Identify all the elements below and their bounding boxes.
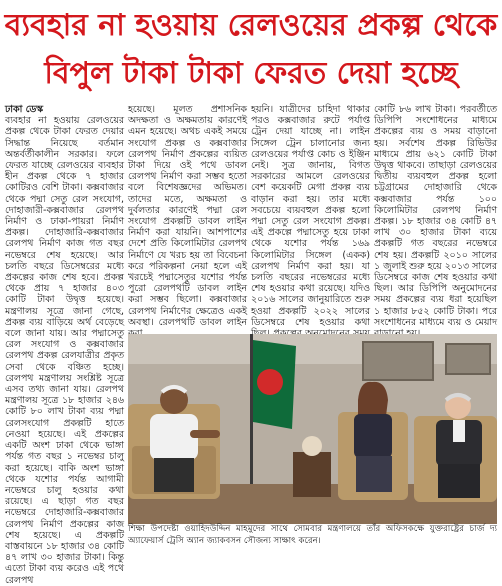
article-column-2: হয়েছে। মূলত প্রশাসনিক অদক্ষতা ও অক্ষমতায় কারণেই এমন হয়েছে। অথচ একই সময়ে সংযোগ প্রকল্প ও কক্সবাজার রেলপথ নির্মাণ প্রকল্পের ব্যয়িত টাকা দিয়ে ওই পথে ডাবল রেলপথ নির্মাণ করা সম্ভব হতো বলে বিশেষজ্ঞদের অভিমত। তাদের মতে, অক্ষমতা ও দুর্বলতার কারণেই পদ্মা রেল সংযোগ প্রকল্পটি ডাবল লাইন নির্মাণ করা যায়নি। আশপাশের দেশে প্রতি কিলোমিটার রেলপথ নির্মাণে যে খরচ হয় তা বিবেচনা করে পরিকল্পনা নেয়া হলে এই খরচেই পদ্মাসেতুর যশোর পর্যন্ত পুরো রেলপথটি ডাবল লাইন করা সম্ভব ছিলো। কক্সবাজার রেলপথ নির্মাণের ক্ষেত্রেও একই অবস্থা। রেলপথটি ডাবল লাইন <box>128 104 247 328</box>
dateline: ঢাকা ডেস্ক <box>5 104 44 115</box>
article-column-1 <box>5 104 124 586</box>
article-column-3: হয়নি। যাত্রীদের চাহিদা থাকার পরও কক্সবাজার রুটে পর্যাপ্ত ট্রেন দেয়া যাচ্ছে না। লাইন সিঙ্গেল ট্রেন চালানোর জন্য রেলওয়ের পর্যাপ্ত কোচ ও ইঞ্জিন নেই। সুত্র জানায়, বিগত সরকারের আমলে রেলওয়ের বেশ কয়েকটি মেগা প্রকল্প ব্যয় বাড়ান করা হয়। তার মধ্যে সবচেয়ে ব্যয়বহুল প্রকল্প হলো পদ্মা সেতু রেল সংযোগ প্রকল্প। এই প্রকল্পে পদ্মাসেতু হয়ে ঢাকা থেকে যশোর পর্যন্ত ১৬৯ কিলোমিটার সিঙ্গেল (একক) রেলপথ নির্মাণ করা হয়। যা চলতি বছরের নভেম্বরের মধ্যে শেষ হওয়ার কথা রয়েছে। যদিও ২০১৬ সালের জানুয়ারিতে শুরু হওয়া প্রকল্পটি ২০২২ সালের ডিসেম্বরে শেষ হওয়ার কথা <box>251 104 370 328</box>
headline-line-2: বিপুল টাকা টাকা ফেরত দেয়া হচ্ছে <box>44 56 458 91</box>
meeting-photo-illustration <box>128 334 497 524</box>
article-column-1-text: ব্যবহার না হওয়ায় রেলওয়ের প্রকল্প থেকে টাকা ফেরত দেয়ার সিদ্ধান্ত নিয়েছে বর্তমান অন্তর্বর্তীকালীন সরকার। ফলে ফেরত যাচ্ছে রেলওয়ের ব্যবহার হীন প্রকল্প থেকে ৭ হাজার কোটিরও বেশি টাকা। কক্সবাজার থেকে পদ্মা সেতু রেল সংযোগ, দোহাজারী-কক্সবাজার রেলপথ নির্মাণ ও ঢাকা-পায়রা নির্মাণ প্রকল্প। দোহাজারি-কক্সবাজার রেলপথ নির্মাণ কাজ গত বছর নভেম্বরে শেষ হয়েছে। আর চলতি বছরে ডিসেম্বরের মধ্যে প্রকল্পের কাজ শেষ হবে। প্রকল্প থেকে প্রায় ৭ হাজার ৪০৩ কোটি টাকা উদ্বৃত্ত হয়েছে। মন্ত্রণালয় সূত্রে জানা গেছে, প্রকল্প ব্যয় বাড়িয়ে অর্থ বেড়েছে বলে জানা যায়। আর পদ্মাসেতু রেল সংযোগ ও কক্সবাজার রেলপথ প্রকল্প রেলযাত্রীর প্রকৃত সেবা থেকে বঞ্চিত হচ্ছে। রেলপথ মন্ত্রণালয় সংশ্লিষ্ট সূত্রে এসব তথ্য জানা যায়। রেলপথ মন্ত্রণালয় সূত্রে ১৮ হাজার ২৪৬ কোটি ৮০ লাখ টাকা ব্যয় পদ্মা রেলসংযোগ প্রকল্পটি হাতে নেওয়া হয়েছে। এই প্রকল্পের একটি অংশ ঢাকা থেকে ভাঙ্গা পর্যন্ত গত বছর ১ নভেম্বর চালু করা হয়েছে। বাকি অংশ ভাঙ্গা থেকে যশোর পর্যন্ত আগামী নভেম্বরে চালু হওয়ার কথা রয়েছে। এ ছাড়া গত বছর নভেম্বরে দোহাজারি-কক্সবাজার রেলপথ নির্মাণ প্রকল্পের কাজ শেষ হয়েছে। এ প্রকল্পটি বাস্তবায়নে ১৮ হাজার ৩৪ কোটি ৪৭ লাখ ৩০ হাজার টাকা। কিন্তু এতো টাকা ব্যয় করেও এই পথে রেলপথ <box>5 115 124 586</box>
photo-caption: শিক্ষা উপদেষ্টা ওয়াহিদউদ্দিন মাহমুদের সাথে সোমবার মন্ত্রণালয়ে তাঁর অফিসকক্ষে যুক্তরাষ্ট্রের চার্জ দ্য অ্যাফেয়ার্স ট্রেসি অ্যান জ্যাকবসন সৌজন্য সাক্ষাৎ করেন। <box>128 524 497 546</box>
news-photo <box>128 334 497 524</box>
article-column-4: কোটি ৮৬ লাখ টাকা। পরবর্তীতে ডিপিপি সংশোধনের মাধ্যমে প্রকল্পের ব্যয় ও সময় বাড়ানো হয়। সর্বশেষ প্রকল্প রিভিউর মাধ্যমে প্রায় ৬২১ কোটি টাকা উদ্বৃত্ত থাকবে। তাছাড়া রেলওয়ের দ্বিতীয় ব্যয়বহুল প্রকল্প হলো চট্টগ্রামের দোহাজারি থেকে কক্সবাজার পর্যন্ত ১০০ কিলোমিটার রেলপথ নির্মাণ প্রকল্প। ১৮ হাজার ৩৪ কোটি ৪৭ লাখ ৩০ হাজার টাকা ব্যয়ে প্রকল্পটি গত বছরের নভেম্বরে শেষ হয়। প্রকল্পটি ২০১০ সালের ১ জুলাই শুরু হয়ে ২০১৩ সালের ডিসেম্বরে কাজ শেষ হওয়ার কথা ছিল। আর ডিপিপি অনুমোদনের সময় প্রকল্পের ব্যয় ধরা হয়েছিল ১ হাজার ৮৫২ কোটি টাকা। পরে সংশোধনের মাধ্যমে ব্যয় ও মেয়াদ <box>374 104 497 328</box>
headline <box>0 0 502 100</box>
headline-line-1: ব্যবহার না হওয়ায় রেলওয়ের প্রকল্প থেকে <box>4 8 498 43</box>
